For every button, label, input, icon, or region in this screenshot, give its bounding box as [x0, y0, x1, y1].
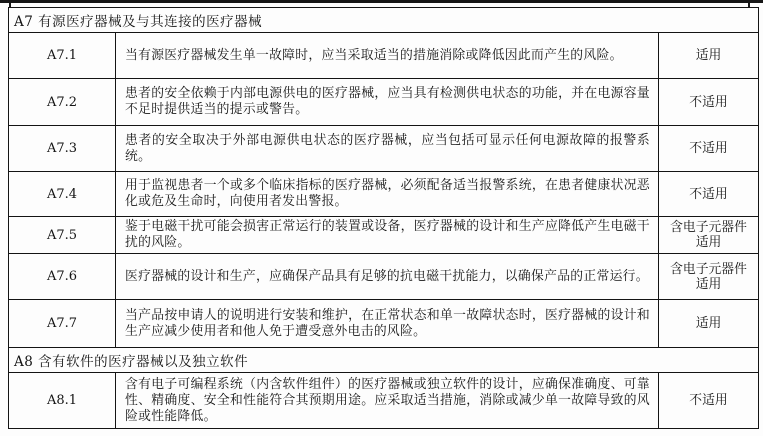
clause-desc-cell: 当有源医疗器械发生单一故障时，应当采取适当的措施消除或降低因此而产生的风险。 — [116, 33, 659, 79]
clause-id-cell: A7.2 — [9, 79, 116, 126]
clause-status-cell: 适用 — [659, 300, 759, 348]
clause-status-cell: 含电子元器件适用 — [659, 254, 759, 300]
clause-desc-cell: 含有电子可编程系统（内含软件组件）的医疗器械或独立软件的设计，应确保准确度、可靠性、精确度、安全和性能符合其预期用途。应采取适当措施，消除或减少单一故障导致的风险或性能降低。 — [116, 373, 659, 429]
page-edge-artifact — [0, 0, 763, 3]
clause-row-a7-4 — [9, 172, 759, 217]
section-row-a7 — [9, 8, 759, 33]
clause-status-cell: 不适用 — [659, 126, 759, 172]
clause-row-a8-1 — [9, 373, 759, 429]
clause-desc-cell: 鉴于电磁干扰可能会损害正常运行的装置或设备，医疗器械的设计和生产应降低产生电磁干扰的风险。 — [116, 217, 659, 254]
clause-id-cell: A8.1 — [9, 373, 116, 429]
clause-desc-cell: 当产品按申请人的说明进行安装和维护，在正常状态和单一故障状态时，医疗器械的设计和生产应减少使用者和他人免于遭受意外电击的风险。 — [116, 300, 659, 348]
clause-status-cell: 含电子元器件适用 — [659, 217, 759, 254]
clause-row-a7-3 — [9, 126, 759, 172]
clause-row-a7-2 — [9, 79, 759, 126]
section-title: A8 含有软件的医疗器械以及独立软件 — [9, 348, 759, 373]
clause-row-a7-1 — [9, 33, 759, 79]
clause-desc-cell: 患者的安全取决于外部电源供电状态的医疗器械，应当包括可显示任何电源故障的报警系统。 — [116, 126, 659, 172]
clause-status-cell: 不适用 — [659, 172, 759, 217]
clause-id-cell: A7.3 — [9, 126, 116, 172]
clause-row-a7-6 — [9, 254, 759, 300]
clause-desc-cell: 患者的安全依赖于内部电源供电的医疗器械，应当具有检测供电状态的功能，并在电源容量不足时提供适当的提示或警告。 — [116, 79, 659, 126]
compliance-checklist-table — [8, 7, 759, 429]
clause-id-cell: A7.1 — [9, 33, 116, 79]
clause-desc-cell: 医疗器械的设计和生产，应确保产品具有足够的抗电磁干扰能力，以确保产品的正常运行。 — [116, 254, 659, 300]
clause-status-cell: 不适用 — [659, 79, 759, 126]
clause-id-cell: A7.4 — [9, 172, 116, 217]
clause-id-cell: A7.7 — [9, 300, 116, 348]
clause-id-cell: A7.5 — [9, 217, 116, 254]
clause-status-cell: 不适用 — [659, 373, 759, 429]
clause-id-cell: A7.6 — [9, 254, 116, 300]
clause-status-cell: 适用 — [659, 33, 759, 79]
section-row-a8 — [9, 348, 759, 373]
section-title: A7 有源医疗器械及与其连接的医疗器械 — [9, 8, 759, 33]
clause-desc-cell: 用于监视患者一个或多个临床指标的医疗器械，必须配备适当报警系统，在患者健康状况恶化或危及生命时，向使用者发出警报。 — [116, 172, 659, 217]
clause-row-a7-5 — [9, 217, 759, 254]
clause-row-a7-7 — [9, 300, 759, 348]
